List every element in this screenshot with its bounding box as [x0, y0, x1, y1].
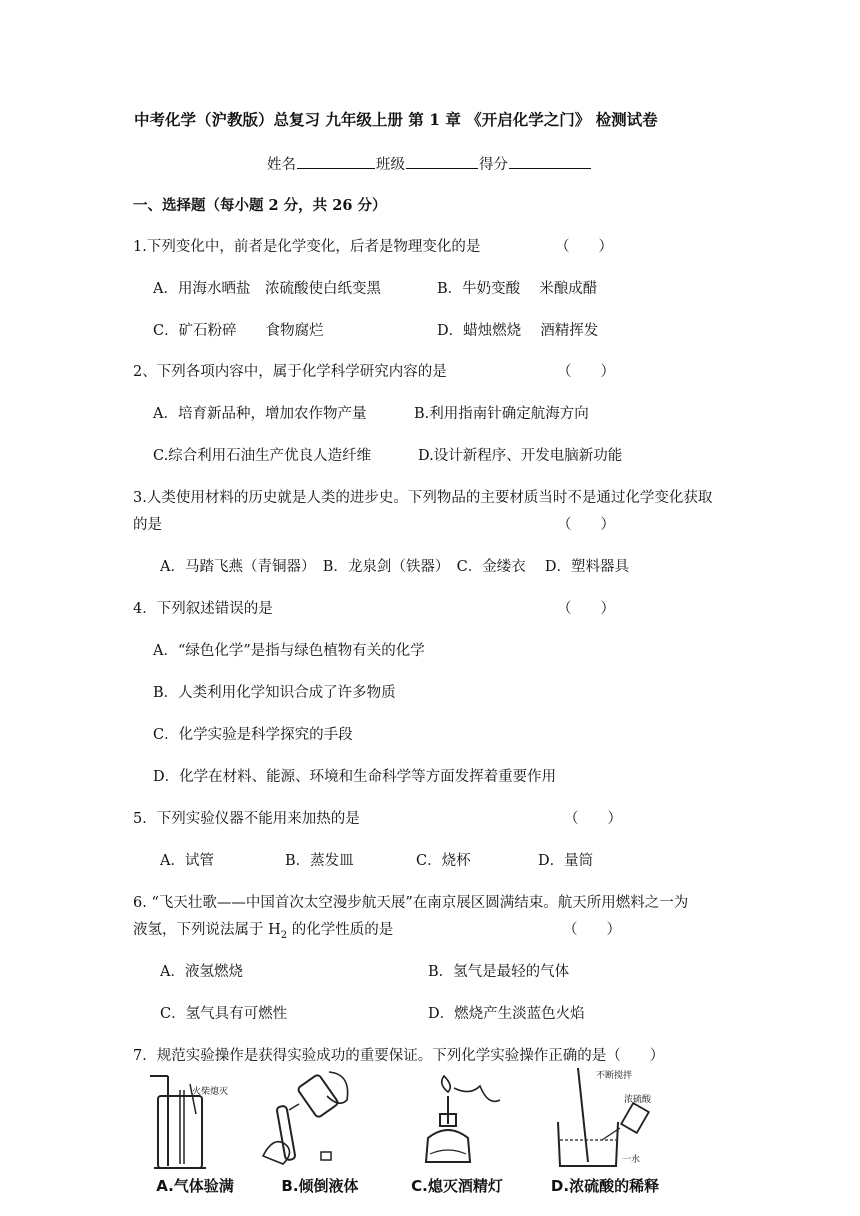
q2-answer-paren[interactable]: （ ）	[557, 364, 615, 380]
section-heading: 一、选择题（每小题 2 分，共 26 分）	[133, 197, 387, 214]
q3-options: A．马踏飞燕（青铜器） B．龙泉剑（铁器） C．金缕衣 D．塑料器具	[160, 559, 629, 575]
q5-option-d: D．量筒	[538, 853, 594, 869]
figure-a-caption: A.气体验满	[156, 1177, 234, 1195]
q4-option-b: B．人类利用化学知识合成了许多物质	[153, 685, 396, 701]
figure-d-tag-water: 一水	[622, 1155, 641, 1165]
q1-answer-paren[interactable]: （ ）	[555, 239, 613, 255]
q2-option-c: C.综合利用石油生产优良人造纤维	[153, 448, 372, 464]
beaker-icon	[530, 1066, 680, 1176]
figure-a-tag: 火柴熄灭	[192, 1087, 229, 1097]
q6-stem-line2	[133, 920, 393, 946]
name-blank[interactable]	[297, 154, 375, 169]
class-label: 班级	[376, 157, 405, 173]
score-blank[interactable]	[509, 154, 591, 169]
q5-option-a: A．试管	[160, 853, 214, 869]
q3-stem-line1: 3.人类使用材料的历史就是人类的进步史。下列物品的主要材质当时不是通过化学变化获取	[133, 490, 713, 506]
figure-c-alcohol-lamp	[392, 1066, 522, 1196]
q1-option-b: B．牛奶变酸 米酿成醋	[437, 281, 598, 297]
q6-stem-text-end: 的化学性质的是	[287, 922, 394, 938]
q2-option-d: D.设计新程序、开发电脑新功能	[418, 448, 623, 464]
page-title: 中考化学（沪教版）总复习 九年级上册 第 1 章 《开启化学之门》 检测试卷	[134, 110, 658, 129]
q6-stem-line1: 6. “飞天壮歌——中国首次太空漫步航天展”在南京展区圆满结束。航天所用燃料之一为	[133, 895, 689, 911]
q6-stem-text: 液氢，下列说法属于 H	[133, 922, 281, 938]
class-blank[interactable]	[406, 154, 478, 169]
q5-option-c: C．烧杯	[416, 853, 471, 869]
q2-option-b: B.利用指南针确定航海方向	[414, 406, 589, 422]
q5-option-b: B．蒸发皿	[285, 853, 354, 869]
q2-stem: 2、下列各项内容中，属于化学科学研究内容的是	[133, 364, 447, 380]
q6-option-b: B．氢气是最轻的气体	[428, 964, 570, 980]
q3-answer-paren[interactable]: （ ）	[557, 517, 615, 533]
q1-option-a: A．用海水晒盐 浓硫酸使白纸变黑	[153, 281, 381, 297]
figure-a-gas-test	[130, 1066, 260, 1196]
q3-stem-line2: 的是	[133, 517, 162, 533]
name-label: 姓名	[267, 157, 296, 173]
figure-b-pour-liquid	[255, 1066, 385, 1196]
q1-stem: 1.下列变化中，前者是化学变化，后者是物理变化的是	[133, 239, 481, 255]
q1-option-c: C．矿石粉碎 食物腐烂	[153, 323, 324, 339]
figure-d-acid-dilution	[530, 1066, 680, 1196]
q4-option-c: C．化学实验是科学探究的手段	[153, 727, 353, 743]
h2-subscript: 2	[280, 929, 288, 941]
q1-option-d: D．蜡烛燃烧 酒精挥发	[437, 323, 599, 339]
pouring-hands-icon	[255, 1066, 385, 1176]
q2-option-a: A．培育新品种，增加农作物产量	[153, 406, 367, 422]
q4-stem: 4．下列叙述错误的是	[133, 601, 273, 617]
q6-answer-paren[interactable]: （ ）	[563, 922, 621, 938]
figure-d-caption: D.浓硫酸的稀释	[550, 1177, 660, 1195]
figure-c-caption: C.熄灭酒精灯	[411, 1177, 503, 1195]
student-info-line	[267, 154, 592, 175]
q4-answer-paren[interactable]: （ ）	[557, 601, 615, 617]
alcohol-lamp-icon	[392, 1066, 522, 1176]
q6-option-d: D．燃烧产生淡蓝色火焰	[428, 1006, 585, 1022]
figure-d-tag-stir: 不断搅拌	[596, 1071, 633, 1081]
q4-option-d: D．化学在材料、能源、环境和生命科学等方面发挥着重要作用	[153, 769, 557, 785]
q7-stem: 7．规范实验操作是获得实验成功的重要保证。下列化学实验操作正确的是（ ）	[133, 1048, 665, 1064]
q4-option-a: A．“绿色化学”是指与绿色植物有关的化学	[153, 643, 425, 659]
gas-bottle-icon	[130, 1066, 260, 1176]
q6-option-a: A．液氢燃烧	[160, 964, 243, 980]
score-label: 得分	[479, 157, 508, 173]
q5-stem: 5．下列实验仪器不能用来加热的是	[133, 811, 360, 827]
figure-b-caption: B.倾倒液体	[281, 1177, 359, 1195]
q5-answer-paren[interactable]: （ ）	[564, 811, 622, 827]
q6-option-c: C．氢气具有可燃性	[160, 1006, 288, 1022]
figure-d-tag-acid: 浓硫酸	[624, 1095, 652, 1105]
